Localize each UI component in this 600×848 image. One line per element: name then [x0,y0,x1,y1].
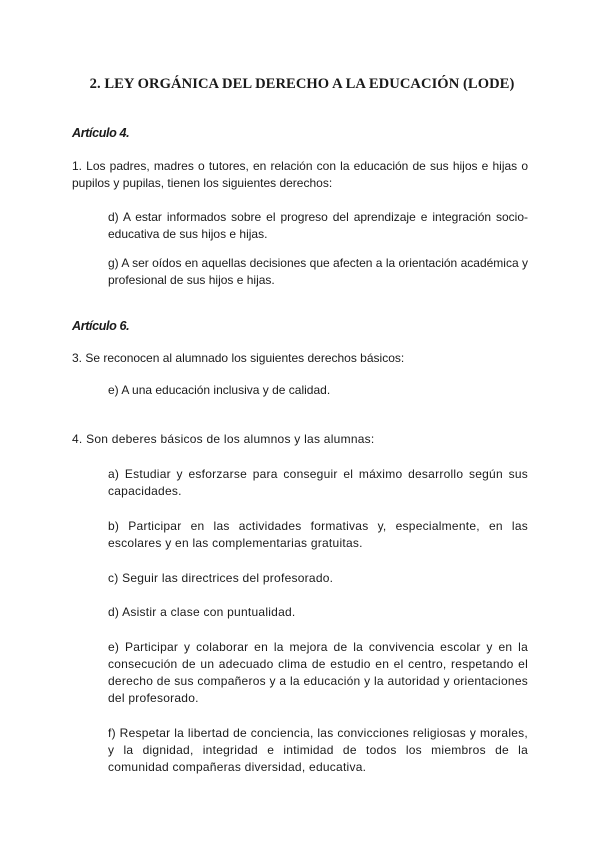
duty-item-c: c) Seguir las directrices del profesorado. [108,571,334,585]
article-6-heading: Artículo 6. [72,319,130,333]
article-6-rights-intro: 3. Se reconocen al alumnado los siguientes derechos básicos: [72,351,405,365]
article-6-duties-intro: 4. Son deberes básicos de los alumnos y las alumnas: [72,432,375,446]
article-6-rights-item-e: e) A una educación inclusiva y de calidad. [108,383,331,397]
article-4-item-d: d) A estar informados sobre el progreso del aprendizaje e integración socio-educativa de sus hijos e hijas. [108,210,528,241]
duty-item-d: d) Asistir a clase con puntualidad. [108,605,296,619]
duty-item-b: b) Participar en las actividades formativas y, especialmente, en las escolares y en las complementarias gratuitas. [108,519,528,550]
article-4-item-g: g) A ser oídos en aquellas decisiones que afecten a la orientación académica y profesional de sus hijos e hijas. [108,256,528,287]
duty-item-e: e) Participar y colaborar en la mejora de la convivencia escolar y en la consecución de un adecuado clima de estudio en el centro, respetando el derecho de sus compañeros y a la educación y la autoridad y orientaciones del profesorado. [108,640,528,705]
duty-item-a: a) Estudiar y esforzarse para conseguir el máximo desarrollo según sus capacidades. [108,467,528,498]
article-4-intro: 1. Los padres, madres o tutores, en relación con la educación de sus hijos e hijas o pupilos y pupilas, tienen los siguientes derechos: [72,159,528,190]
document-title: 2. LEY ORGÁNICA DEL DERECHO A LA EDUCACIÓN (LODE) [89,76,515,92]
duty-item-f: f) Respetar la libertad de conciencia, las convicciones religiosas y morales, y la dignidad, integridad e intimidad de todos los miembros de la comunidad compañeras diversidad, educativa. [108,726,528,774]
article-4-heading: Artículo 4. [72,126,130,140]
